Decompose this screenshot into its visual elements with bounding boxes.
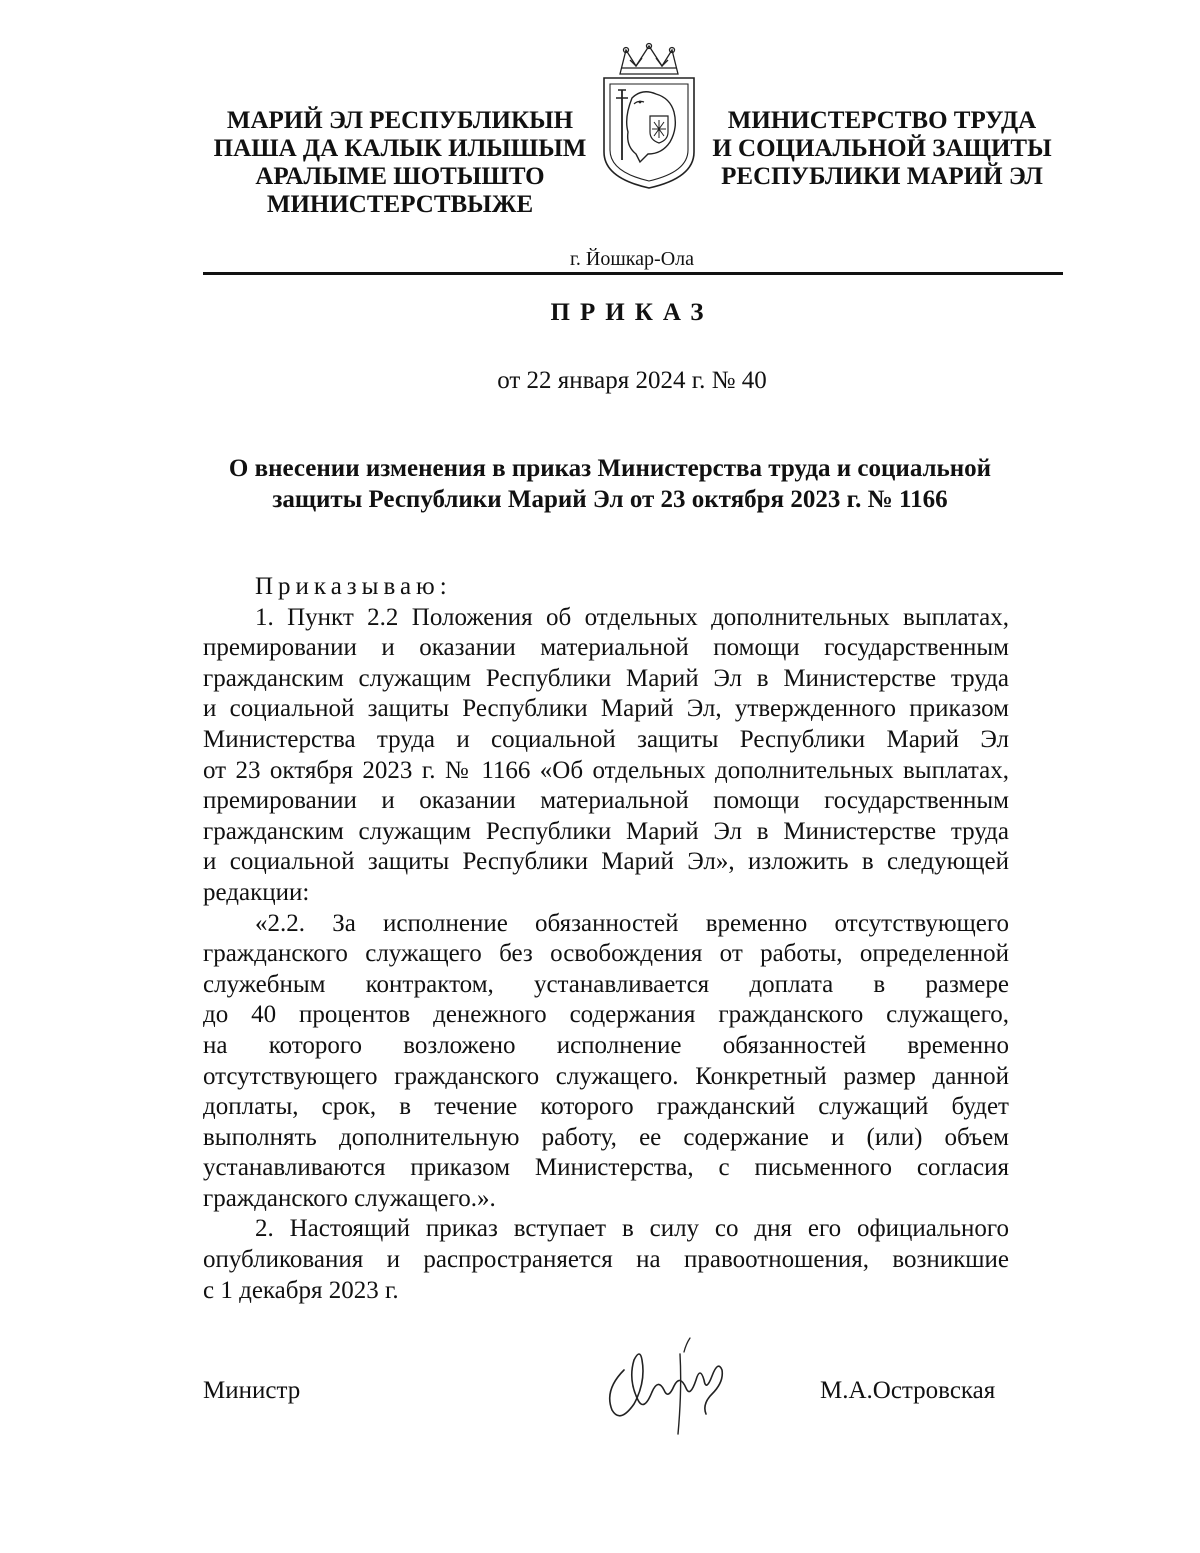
quoted-paragraph-line: гражданского служащего без освобождения от работы, определенной xyxy=(203,940,1009,968)
paragraph-2-line: 2. Настоящий приказ вступает в силу со дня его официального xyxy=(255,1215,1009,1243)
document-body xyxy=(203,572,1009,1306)
quoted-paragraph-line: «2.2. За исполнение обязанностей временно отсутствующего xyxy=(255,909,1009,937)
quoted-paragraph-line: выполнять дополнительную работу, ее содержание и (или) объем xyxy=(203,1123,1009,1151)
coat-of-arms-icon xyxy=(596,42,702,192)
paragraph-1-line: Министерства труда и социальной защиты Республики Марий Эл xyxy=(203,725,1009,753)
quoted-paragraph-line: служебным контрактом, устанавливается доплата в размере xyxy=(203,970,1009,998)
paragraph-1-line: 1. Пункт 2.2 Положения об отдельных дополнительных выплатах, xyxy=(255,603,1009,631)
header-russian-title xyxy=(712,107,1052,191)
signatory-role: Министр xyxy=(203,1377,301,1404)
title-line: О внесении изменения в приказ Министерства труда и социальной xyxy=(228,455,992,482)
document-date-number: от 22 января 2024 г. № 40 xyxy=(497,367,767,394)
header-right-line: РЕСПУБЛИКИ МАРИЙ ЭЛ xyxy=(721,163,1043,190)
paragraph-2-line: с 1 декабря 2023 г. xyxy=(203,1276,399,1304)
paragraph-2-line: опубликования и распространяется на правоотношения, возникшие xyxy=(203,1246,1009,1274)
quoted-paragraph-line: до 40 процентов денежного содержания гражданского служащего, xyxy=(203,1001,1009,1029)
paragraph-1-line: гражданским служащим Республики Марий Эл в Министерстве труда xyxy=(203,664,1009,692)
document-title xyxy=(200,453,1020,515)
header-right-line: МИНИСТЕРСТВО ТРУДА xyxy=(727,107,1037,134)
paragraph-1-line: премировании и оказании материальной помощи государственным xyxy=(203,634,1009,662)
quoted-paragraph-line: гражданского служащего.». xyxy=(203,1184,496,1212)
header-left-line: МИНИСТЕРСТВЫЖЕ xyxy=(266,191,534,218)
header-divider xyxy=(203,272,1063,275)
header-left-line: ПАША ДА КАЛЫК ИЛЫШЫМ xyxy=(213,135,587,162)
header-left-line: МАРИЙ ЭЛ РЕСПУБЛИКЫН xyxy=(226,107,574,134)
document-type: ПРИКАЗ xyxy=(550,299,714,326)
paragraph-1-line: и социальной защиты Республики Марий Эл», изложить в следующей xyxy=(203,848,1009,876)
signatory-name: М.А.Островская xyxy=(820,1377,996,1404)
order-word: Приказываю: xyxy=(255,573,452,600)
paragraph-1-line: редакции: xyxy=(203,878,310,906)
header-left-line: АРАЛЫМЕ ШОТЫШТО xyxy=(255,163,545,190)
city-name: г. Йошкар-Ола xyxy=(569,248,695,270)
quoted-paragraph-line: отсутствующего гражданского служащего. Конкретный размер данной xyxy=(203,1062,1009,1090)
header-right-line: И СОЦИАЛЬНОЙ ЗАЩИТЫ xyxy=(712,135,1052,162)
quoted-paragraph-line: на которого возложено исполнение обязанностей временно xyxy=(203,1031,1009,1059)
paragraph-1-line: гражданским служащим Республики Марий Эл в Министерстве труда xyxy=(203,817,1009,845)
title-line: защиты Республики Марий Эл от 23 октября 2023 г. № 1166 xyxy=(272,486,948,513)
quoted-paragraph-line: доплаты, срок, в течение которого гражданский служащий будет xyxy=(203,1093,1009,1121)
paragraph-1-line: от 23 октября 2023 г. № 1166 «Об отдельных дополнительных выплатах, xyxy=(203,756,1009,784)
handwritten-signature xyxy=(594,1330,734,1440)
header-mari-title xyxy=(200,107,600,219)
paragraph-1-line: и социальной защиты Республики Марий Эл, утвержденного приказом xyxy=(203,695,1009,723)
paragraph-1-line: премировании и оказании материальной помощи государственным xyxy=(203,787,1009,815)
quoted-paragraph-line: устанавливаются приказом Министерства, с письменного согласия xyxy=(203,1154,1009,1182)
